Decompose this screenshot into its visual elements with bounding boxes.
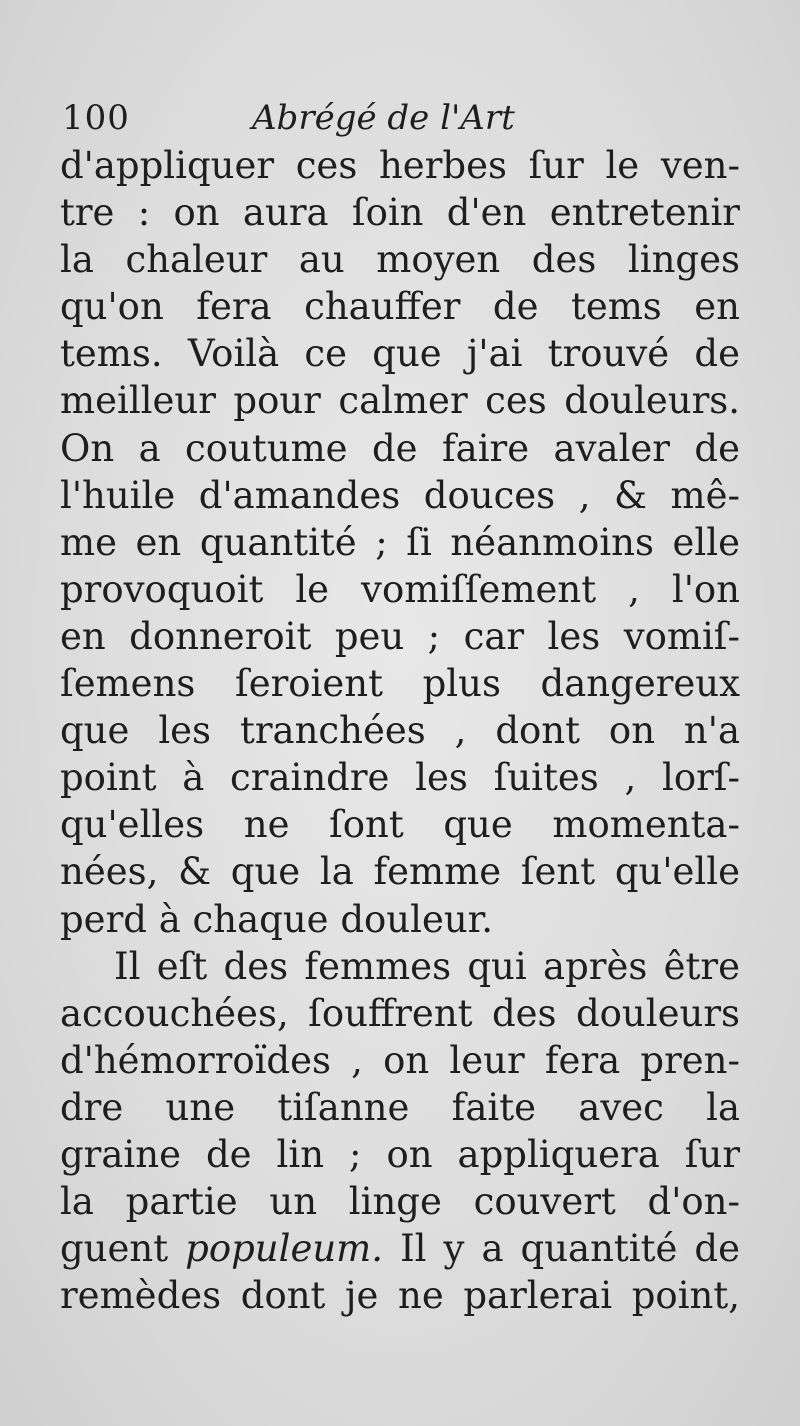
text-line: remèdes dont je ne parlerai point, [60, 1274, 740, 1318]
text-line: accouchées, ſouffrent des douleurs [60, 991, 740, 1035]
page-number: 100 [62, 98, 130, 138]
italic-term: populeum. [185, 1227, 384, 1271]
text-fragment: Il y a quantité de [400, 1227, 740, 1271]
text-line: que les tranchées , dont on n'a [60, 709, 740, 753]
body-text [60, 142, 740, 1319]
running-title: Abrégé de l'Art [252, 98, 515, 138]
text-line: la partie un linge couvert d'on- [60, 1180, 740, 1224]
text-line: la chaleur au moyen des linges [60, 238, 740, 282]
text-line: tre : on aura ſoin d'en entretenir [60, 191, 740, 235]
text-line: perd à chaque douleur. [60, 897, 494, 941]
text-line: l'huile d'amandes douces , & mê- [60, 473, 740, 517]
text-line: nées, & que la femme ſent qu'elle [60, 850, 740, 894]
page-header [62, 96, 662, 140]
text-line: dre une tiſanne faite avec la [60, 1085, 740, 1129]
text-line: d'hémorroïdes , on leur fera pren- [60, 1038, 740, 1082]
text-line: meilleur pour calmer ces douleurs. [60, 379, 740, 423]
paragraph-start-line: Il eſt des femmes qui après être [114, 944, 740, 988]
text-line: ſemens ſeroient plus dangereux [60, 662, 740, 706]
text-line: en donneroit peu ; car les vomiſ- [60, 614, 740, 658]
text-line: point à craindre les ſuites , lorſ- [60, 756, 740, 800]
text-line: d'appliquer ces herbes ſur le ven- [60, 144, 740, 187]
text-line: qu'elles ne ſont que momenta- [60, 803, 740, 847]
text-line: graine de lin ; on appliquera ſur [60, 1132, 740, 1176]
text-line: qu'on fera chauffer de tems en [60, 285, 740, 329]
text-line: provoquoit le vomiſſement , l'on [60, 567, 740, 611]
text-line: On a coutume de faire avaler de [60, 426, 740, 470]
text-line: me en quantité ; ſi néanmoins elle [60, 520, 740, 564]
text-fragment: guent [60, 1227, 169, 1271]
text-line-with-italic [60, 1225, 740, 1272]
text-line: tems. Voilà ce que j'ai trouvé de [60, 332, 740, 376]
